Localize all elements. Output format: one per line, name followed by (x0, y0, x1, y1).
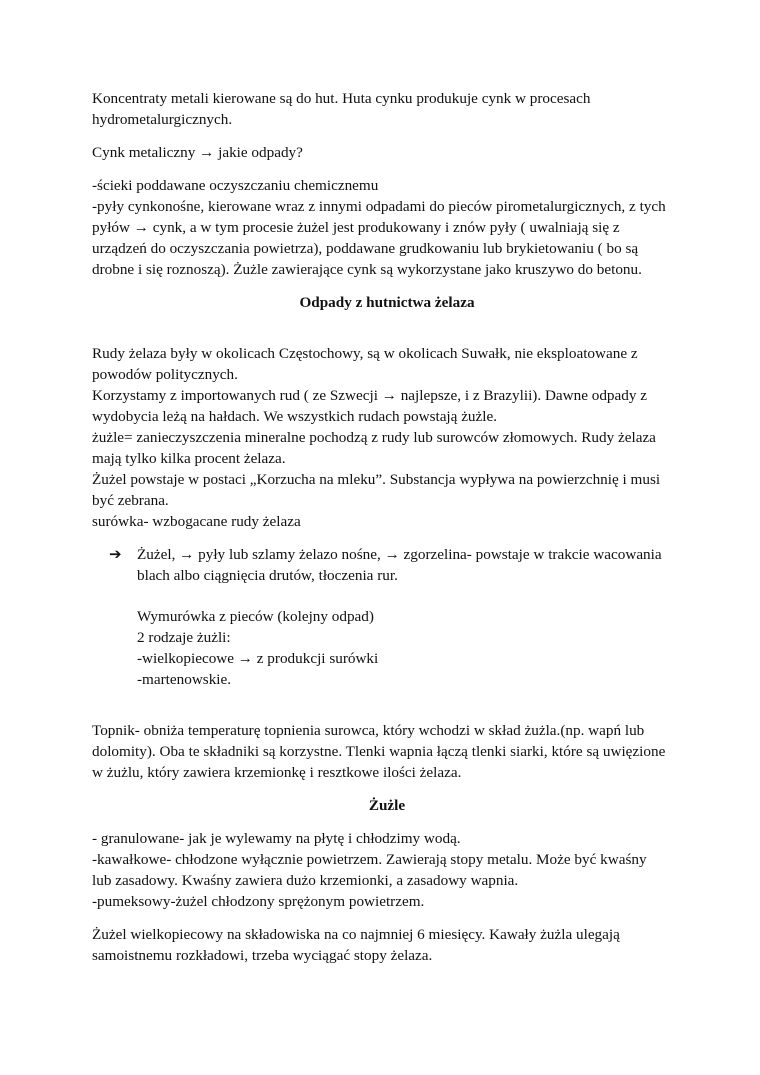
text-line: mają tylko kilka procent żelaza. (92, 450, 286, 467)
intro-paragraph (92, 88, 682, 130)
text-line: -ścieki poddawane oczyszczaniu chemicznemu (92, 177, 379, 194)
text-line: hydrometalurgicznych. (92, 111, 233, 128)
text-line: -martenowskie. (137, 671, 232, 688)
text-line: -pyły cynkonośne, kierowane wraz z innymi odpadami do pieców pirometalurgicznych, z tych (92, 198, 666, 215)
text-line: w żużlu, który zawiera krzemionkę i resztkowe ilości żelaza. (92, 764, 462, 781)
text-line: żużle= zanieczyszczenia mineralne pochodzą z rudy lub surowców złomowych. Rudy żelaza (92, 429, 656, 446)
text-line: być zebrana. (92, 492, 169, 509)
waste-list-paragraph (92, 175, 682, 280)
text-line: Cynk metaliczny → jakie odpady? (92, 144, 303, 161)
text-line: drobne i się roznoszą). Żużle zawierające cynk są wykorzystane jako kruszywo do betonu. (92, 261, 642, 278)
text-line: samoistnemu rozkładowi, trzeba wyciągać stopy żelaza. (92, 947, 433, 964)
text-line: lub zasadowy. Kwaśny zawiera dużo krzemionki, a zasadowy wapnia. (92, 872, 519, 889)
text-line: dolomity). Oba te składniki są korzystne. Tlenki wapnia łączą tlenki siarki, które są uwięzione (92, 743, 666, 760)
text-line: powodów politycznych. (92, 366, 238, 383)
arrow-bullet-item (92, 544, 682, 586)
text-line: Koncentraty metali kierowane są do hut. Huta cynku produkuje cynk w procesach (92, 90, 591, 107)
section-heading-iron: Odpady z hutnictwa żelaza (299, 294, 475, 311)
document-page (92, 88, 682, 978)
section-heading-slag: Żużle (368, 797, 406, 814)
text-line: wydobycia leżą na hałdach. We wszystkich rudach powstają żużle. (92, 408, 498, 425)
final-paragraph (92, 924, 682, 966)
iron-paragraph (92, 343, 682, 532)
text-line: 2 rodzaje żużli: (137, 629, 231, 646)
text-line: -kawałkowe- chłodzone wyłącznie powietrzem. Zawierają stopy metalu. Może być kwaśny (92, 851, 647, 868)
text-line: urządzeń do oczyszczania powietrza), poddawane grudkowaniu lub brykietowaniu ( bo są (92, 240, 639, 257)
text-line: -wielkopiecowe → z produkcji surówki (137, 650, 379, 667)
text-line: Żużel wielkopiecowy na składowiska na co najmniej 6 miesięcy. Kawały żużla ulegają (92, 926, 620, 943)
slag-types-block (92, 606, 682, 690)
slag-list-paragraph (92, 828, 682, 912)
text-line: Rudy żelaza były w okolicach Częstochowy, są w okolicach Suwałk, nie eksploatowane z (92, 345, 638, 362)
text-line: blach albo ciągnięcia drutów, tłoczenia rur. (137, 567, 398, 584)
text-line: Żużel, → pyły lub szlamy żelazo nośne, → zgorzelina- powstaje w trakcie wacowania (137, 546, 662, 563)
text-line: - granulowane- jak je wylewamy na płytę i chłodzimy wodą. (92, 830, 461, 847)
topnik-paragraph (92, 720, 682, 783)
text-line: Wymurówka z pieców (kolejny odpad) (137, 608, 374, 625)
question-paragraph (92, 142, 682, 163)
text-line: pyłów → cynk, a w tym procesie żużel jest produkowany i znów pyły ( uwalniają się z (92, 219, 620, 236)
text-line: Korzystamy z importowanych rud ( ze Szwecji → najlepsze, i z Brazylii). Dawne odpady z (92, 387, 647, 404)
text-line: -pumeksowy-żużel chłodzony sprężonym powietrzem. (92, 893, 425, 910)
arrow-bullet-icon: ➔ (109, 546, 122, 563)
text-line: surówka- wzbogacane rudy żelaza (92, 513, 301, 530)
text-line: Żużel powstaje w postaci „Korzucha na mleku”. Substancja wypływa na powierzchnię i musi (92, 471, 661, 488)
text-line: Topnik- obniża temperaturę topnienia surowca, który wchodzi w skład żużla.(np. wapń lub (92, 722, 645, 739)
